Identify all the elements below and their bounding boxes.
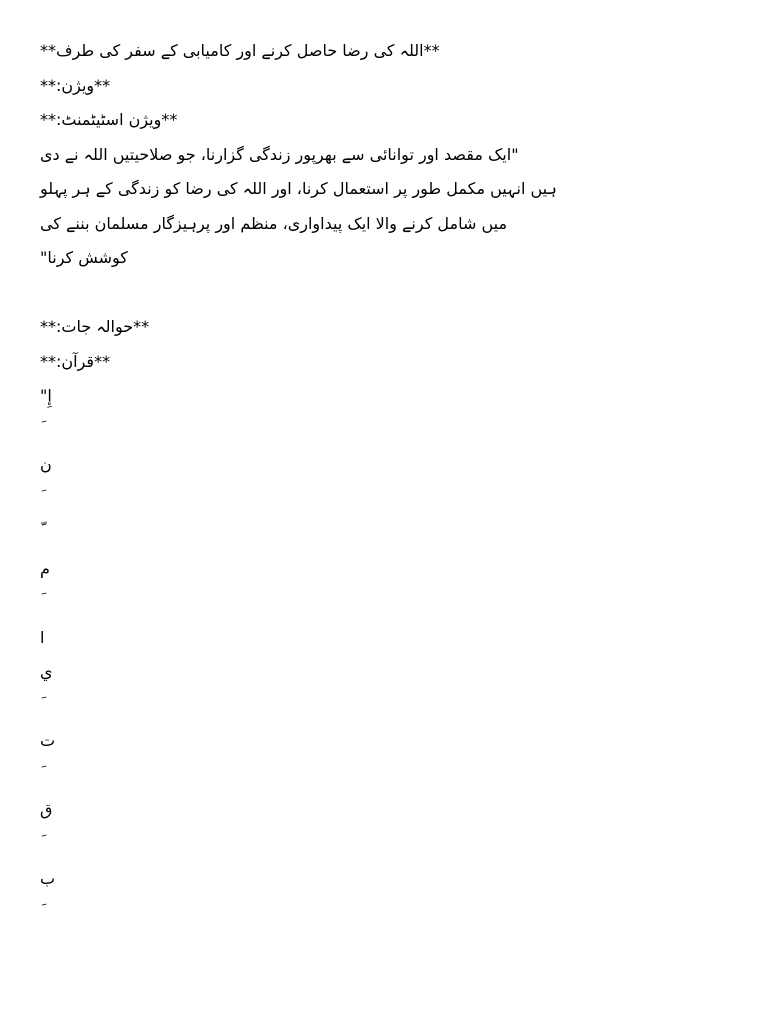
blank-line <box>40 278 768 313</box>
quran-fragment: "إِ <box>40 386 52 405</box>
references-label: **حوالہ جات:** <box>40 317 150 336</box>
vision-statement-line: "ایک مقصد اور توانائی سے بھرپور زندگی گزارنا، جو صلاحیتیں اللہ نے دی <box>40 144 519 164</box>
vision-statement-line: ہیں انہیں مکمل طور پر استعمال کرنا، اور اللہ کی رضا کو زندگی کے ہر پہلو <box>40 179 557 198</box>
quran-fragment: م <box>40 558 50 578</box>
quran-fragment: ب <box>40 869 56 888</box>
quran-fragment <box>40 899 768 934</box>
quran-fragment <box>40 485 768 520</box>
quran-fragment: ق <box>40 800 53 819</box>
quran-fragment: ن <box>40 455 52 474</box>
vision-statement-line: کوشش کرنا" <box>40 248 128 267</box>
quran-fragment <box>40 416 768 451</box>
quran-fragment <box>40 588 768 623</box>
vision-statement-label: **ویژن اسٹیٹمنٹ:** <box>40 110 178 129</box>
document-page <box>40 36 768 933</box>
quran-fragment: ا <box>40 627 45 647</box>
quran-label: **قرآن:** <box>40 351 111 371</box>
quran-fragment: ي <box>40 662 53 681</box>
document-heading: **اللہ کی رضا حاصل کرنے اور کامیابی کے سفر کی طرف** <box>40 41 440 60</box>
quran-fragment <box>40 830 768 865</box>
quran-fragment <box>40 761 768 796</box>
vision-statement-line: میں شامل کرنے والا ایک پیداواری، منظم اور پرہیزگار مسلمان بننے کی <box>40 213 508 233</box>
quran-fragment: ت <box>40 731 56 750</box>
quran-fragment <box>40 692 768 727</box>
vision-label: **ویژن:** <box>40 75 111 95</box>
quran-fragment <box>40 519 768 554</box>
